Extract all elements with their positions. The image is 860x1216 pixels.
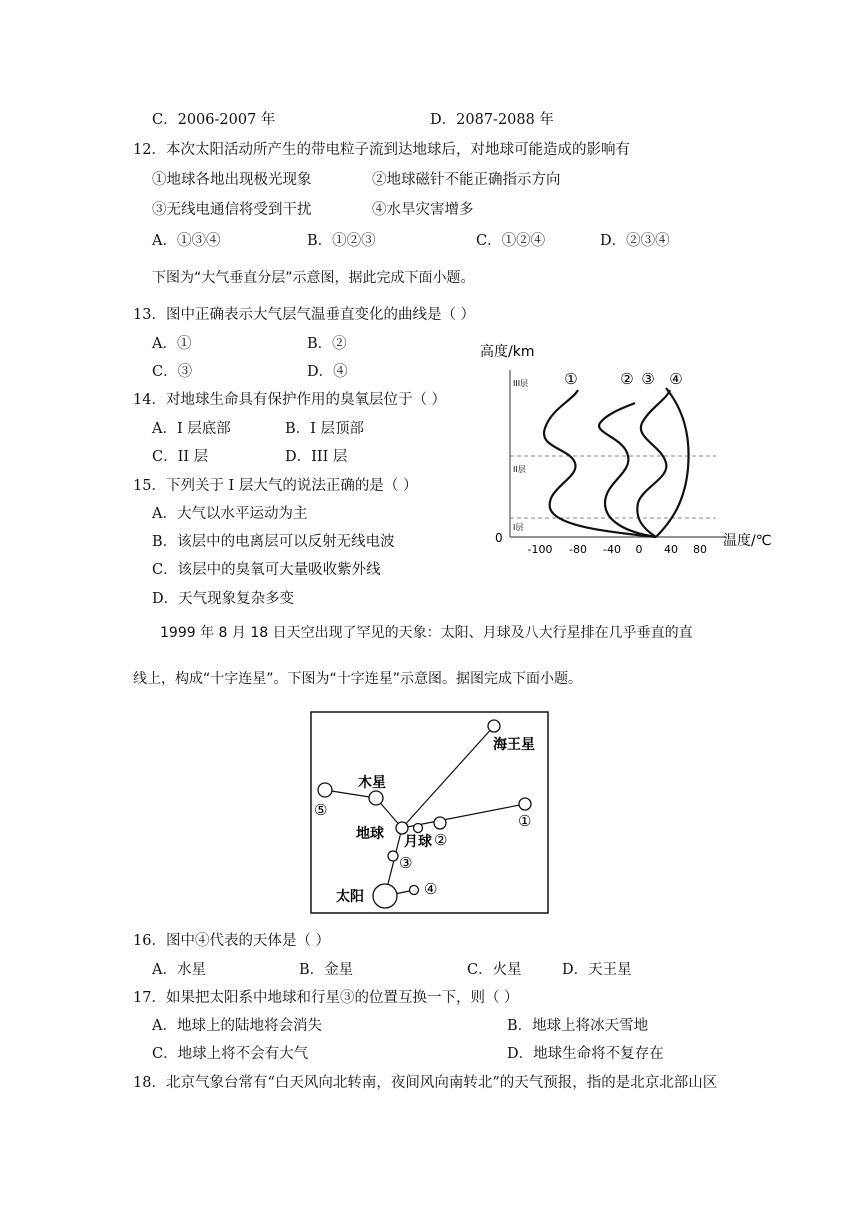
q16-option-c: C．火星 <box>467 962 522 978</box>
q15-option-d: D．天气现象复杂多变 <box>152 591 295 607</box>
intro-cross-planets-line2: 线上，构成“十字连星”。下图为“十字连星”示意图。据图完成下面小题。 <box>133 671 583 687</box>
layer-2-label: II层 <box>513 465 526 474</box>
origin-label: 0 <box>495 531 503 545</box>
moon-circle <box>414 824 423 833</box>
earth-label: 地球 <box>356 826 384 842</box>
sun-circle <box>373 884 397 908</box>
tick-label: -80 <box>569 543 587 556</box>
q12-option-a: A．①③④ <box>152 233 221 249</box>
q15-stem: 15．下列关于 I 层大气的说法正确的是（ ） <box>133 478 418 494</box>
tick-label: 80 <box>693 543 707 556</box>
q12-option-c: C．①②④ <box>476 233 546 249</box>
q17-option-b: B．地球上将冰天雪地 <box>507 1018 649 1034</box>
planet-4-circle <box>410 886 419 895</box>
neptune-label: 海王星 <box>493 737 535 753</box>
tick-label: 0 <box>635 543 643 556</box>
cross-planets-diagram <box>310 711 550 916</box>
planet-5-circle <box>318 783 332 797</box>
q14-option-c: C．II 层 <box>152 449 209 465</box>
planet-3-label: ③ <box>399 854 413 872</box>
planet-1-circle <box>519 798 531 810</box>
neptune-circle <box>488 720 500 732</box>
sun-label: 太阳 <box>336 889 364 905</box>
planet-2-circle <box>434 817 446 829</box>
q12-item-2: ②地球磁针不能正确指示方向 <box>372 172 561 188</box>
curve-1-label: ① <box>564 370 578 388</box>
q11-option-c: C．2006-2007 年 <box>152 112 276 128</box>
q15-option-a: A．大气以水平运动为主 <box>152 506 308 522</box>
curve-1 <box>544 390 656 537</box>
q16-stem: 16．图中④代表的天体是（ ） <box>133 933 331 949</box>
curve-4-label: ④ <box>669 370 683 388</box>
q13-stem: 13．图中正确表示大气层气温垂直变化的曲线是（ ） <box>133 307 476 323</box>
planet-1-label: ① <box>518 812 532 830</box>
layer-3-label: III层 <box>513 379 529 388</box>
q12-stem: 12．本次太阳活动所产生的带电粒子流到达地球后，对地球可能造成的影响有 <box>133 142 630 158</box>
q13-option-b: B．② <box>307 336 347 352</box>
q16-option-d: D．天王星 <box>562 962 632 978</box>
q17-option-c: C．地球上将不会有大气 <box>152 1046 309 1062</box>
jupiter-label: 木星 <box>358 775 386 791</box>
q13-option-d: D．④ <box>307 364 348 380</box>
q13-option-a: A．① <box>152 336 192 352</box>
q12-option-b: B．①②③ <box>307 233 376 249</box>
tick-label: 40 <box>664 543 678 556</box>
moon-label: 月球 <box>404 834 432 850</box>
planet-2-label: ② <box>434 831 448 849</box>
q17-stem: 17．如果把太阳系中地球和行星③的位置互换一下，则（ ） <box>133 990 519 1006</box>
q14-option-a: A．I 层底部 <box>152 421 231 437</box>
planet-4-label: ④ <box>424 880 438 898</box>
q12-item-3: ③无线电通信将受到干扰 <box>152 202 312 218</box>
q13-option-c: C．③ <box>152 364 193 380</box>
q16-option-a: A．水星 <box>152 962 206 978</box>
axis-x-label: 温度/℃ <box>723 533 772 549</box>
axis-y-label: 高度/km <box>480 344 535 360</box>
q17-option-d: D．地球生命将不复存在 <box>507 1046 664 1062</box>
jupiter-circle <box>369 791 383 805</box>
q12-item-1: ①地球各地出现极光现象 <box>152 172 312 188</box>
curve-2 <box>599 403 656 537</box>
tick-label: -40 <box>603 543 621 556</box>
q15-option-b: B．该层中的电离层可以反射无线电波 <box>152 534 395 550</box>
q18-stem: 18．北京气象台常有“白天风向北转南，夜间风向南转北”的天气预报，指的是北京北部山区 <box>133 1075 718 1091</box>
q11-option-d: D．2087-2088 年 <box>430 112 554 128</box>
curve-4 <box>656 388 689 537</box>
layer-1-label: I层 <box>513 523 524 532</box>
curve-3 <box>637 390 670 537</box>
intro-cross-planets-line1: 1999 年 8 月 18 日天空出现了罕见的天象：太阳、月球及八大行星排在几乎垂直的直 <box>160 625 693 641</box>
q17-option-a: A．地球上的陆地将会消失 <box>152 1018 322 1034</box>
q12-option-d: D．②③④ <box>600 233 670 249</box>
intro-atmosphere: 下图为“大气垂直分层”示意图，据此完成下面小题。 <box>152 270 475 286</box>
q12-item-4: ④水旱灾害增多 <box>372 202 474 218</box>
tick-label: -100 <box>527 543 553 556</box>
q14-stem: 14．对地球生命具有保护作用的臭氧层位于（ ） <box>133 392 447 408</box>
earth-circle <box>396 822 408 834</box>
atmosphere-layer-figure <box>470 338 780 560</box>
q14-option-d: D．III 层 <box>285 449 348 465</box>
q14-option-b: B．I 层顶部 <box>285 421 364 437</box>
curve-3-label: ③ <box>641 370 655 388</box>
q15-option-c: C．该层中的臭氧可大量吸收紫外线 <box>152 562 381 578</box>
curve-2-label: ② <box>620 370 634 388</box>
planet-5-label: ⑤ <box>314 801 328 819</box>
planet-3-circle <box>388 851 398 861</box>
q16-option-b: B．金星 <box>299 962 354 978</box>
